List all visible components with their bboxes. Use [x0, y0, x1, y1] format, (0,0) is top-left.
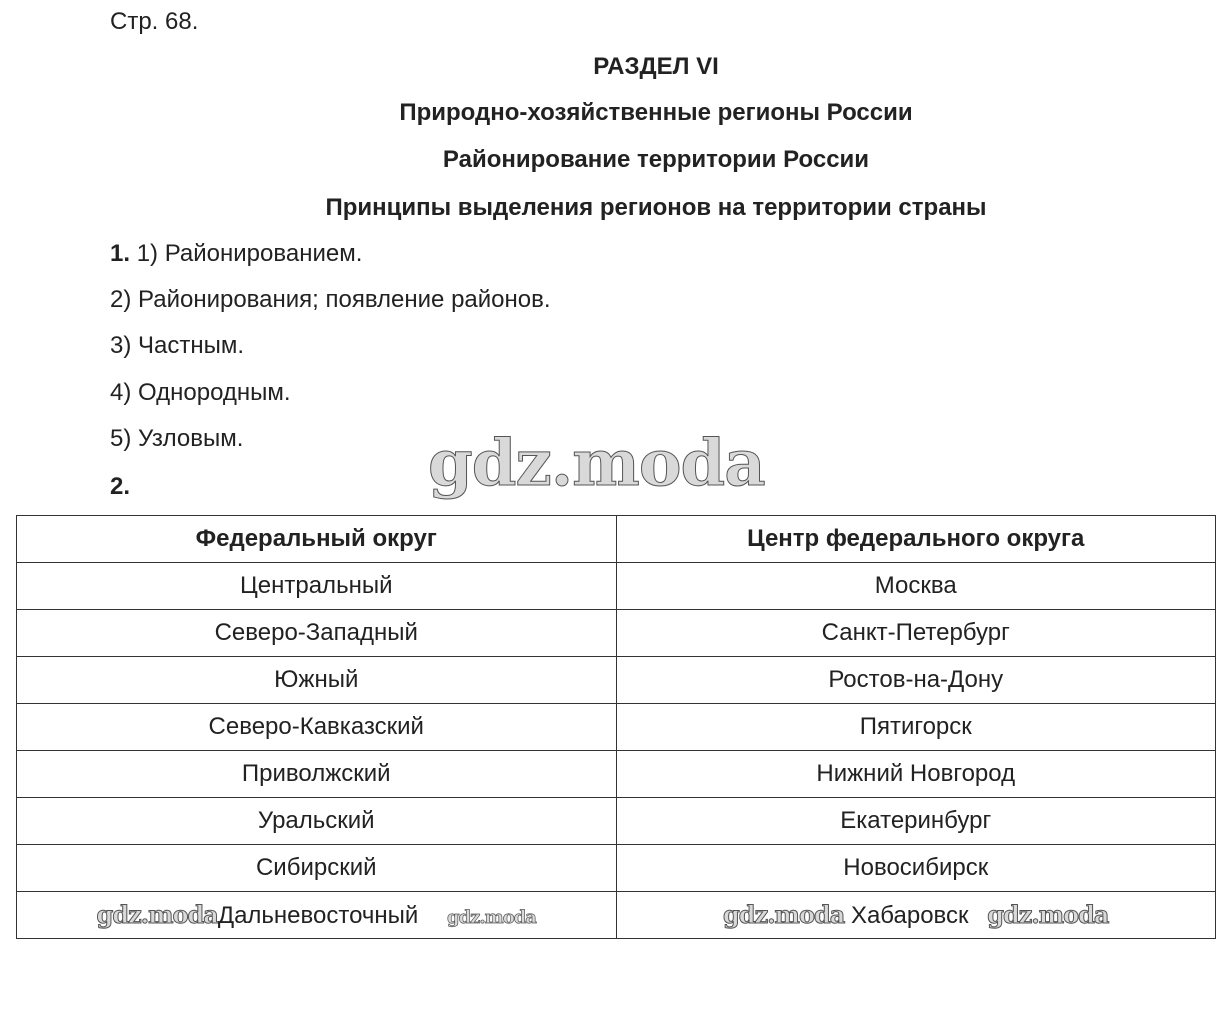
- center-cell: Санкт-Петербург: [616, 610, 1216, 657]
- table-row: [17, 610, 1216, 657]
- district-cell: Уральский: [17, 798, 617, 845]
- district-cell: [17, 892, 617, 939]
- table-row: [17, 892, 1216, 939]
- heading-zoning: Районирование территории России: [442, 146, 870, 173]
- table-row: [17, 657, 1216, 704]
- section-title: РАЗДЕЛ VI: [593, 53, 719, 80]
- district-cell: Северо-Кавказский: [17, 704, 617, 751]
- answer-line: [110, 240, 362, 268]
- task-2-number: 2.: [110, 473, 131, 500]
- page-reference: Стр. 68.: [110, 8, 199, 35]
- center-text: Хабаровск: [850, 902, 969, 929]
- watermark-logo: gdz.moda: [96, 900, 218, 929]
- table-row: [17, 563, 1216, 610]
- heading-regions: Природно-хозяйственные регионы России: [399, 99, 913, 126]
- watermark-logo: gdz.moda: [987, 900, 1109, 929]
- answer-line: 2) Районирования; появление районов.: [110, 286, 551, 313]
- center-cell: Пятигорск: [616, 704, 1216, 751]
- watermark-logo: gdz.moda: [723, 900, 845, 929]
- district-cell: Центральный: [17, 563, 617, 610]
- answer-line: 4) Однородным.: [110, 379, 291, 406]
- district-cell: Южный: [17, 657, 617, 704]
- center-cell: Екатеринбург: [616, 798, 1216, 845]
- watermark-logo: gdz.moda: [428, 426, 765, 501]
- center-cell: [616, 892, 1216, 939]
- center-cell: Новосибирск: [616, 845, 1216, 892]
- answer-line: 3) Частным.: [110, 332, 245, 359]
- center-cell: Москва: [616, 563, 1216, 610]
- table-header-row: [17, 516, 1216, 563]
- table-row: [17, 751, 1216, 798]
- header-district: Федеральный округ: [17, 516, 617, 563]
- center-cell: Нижний Новгород: [616, 751, 1216, 798]
- table-row: [17, 798, 1216, 845]
- table-row: [17, 704, 1216, 751]
- district-cell: Приволжский: [17, 751, 617, 798]
- header-center: Центр федерального округа: [616, 516, 1216, 563]
- federal-districts-table: [16, 515, 1216, 939]
- answer-text: 1) Районированием.: [136, 240, 363, 267]
- district-cell: Сибирский: [17, 845, 617, 892]
- task-1-number: 1.: [110, 240, 131, 267]
- district-cell: Северо-Западный: [17, 610, 617, 657]
- heading-principles: Принципы выделения регионов на территории страны: [325, 194, 987, 221]
- center-cell: Ростов-на-Дону: [616, 657, 1216, 704]
- watermark-logo: gdz.moda: [446, 907, 536, 928]
- answer-line: 5) Узловым.: [110, 425, 244, 452]
- table-row: [17, 845, 1216, 892]
- district-text: Дальневосточный: [217, 902, 419, 929]
